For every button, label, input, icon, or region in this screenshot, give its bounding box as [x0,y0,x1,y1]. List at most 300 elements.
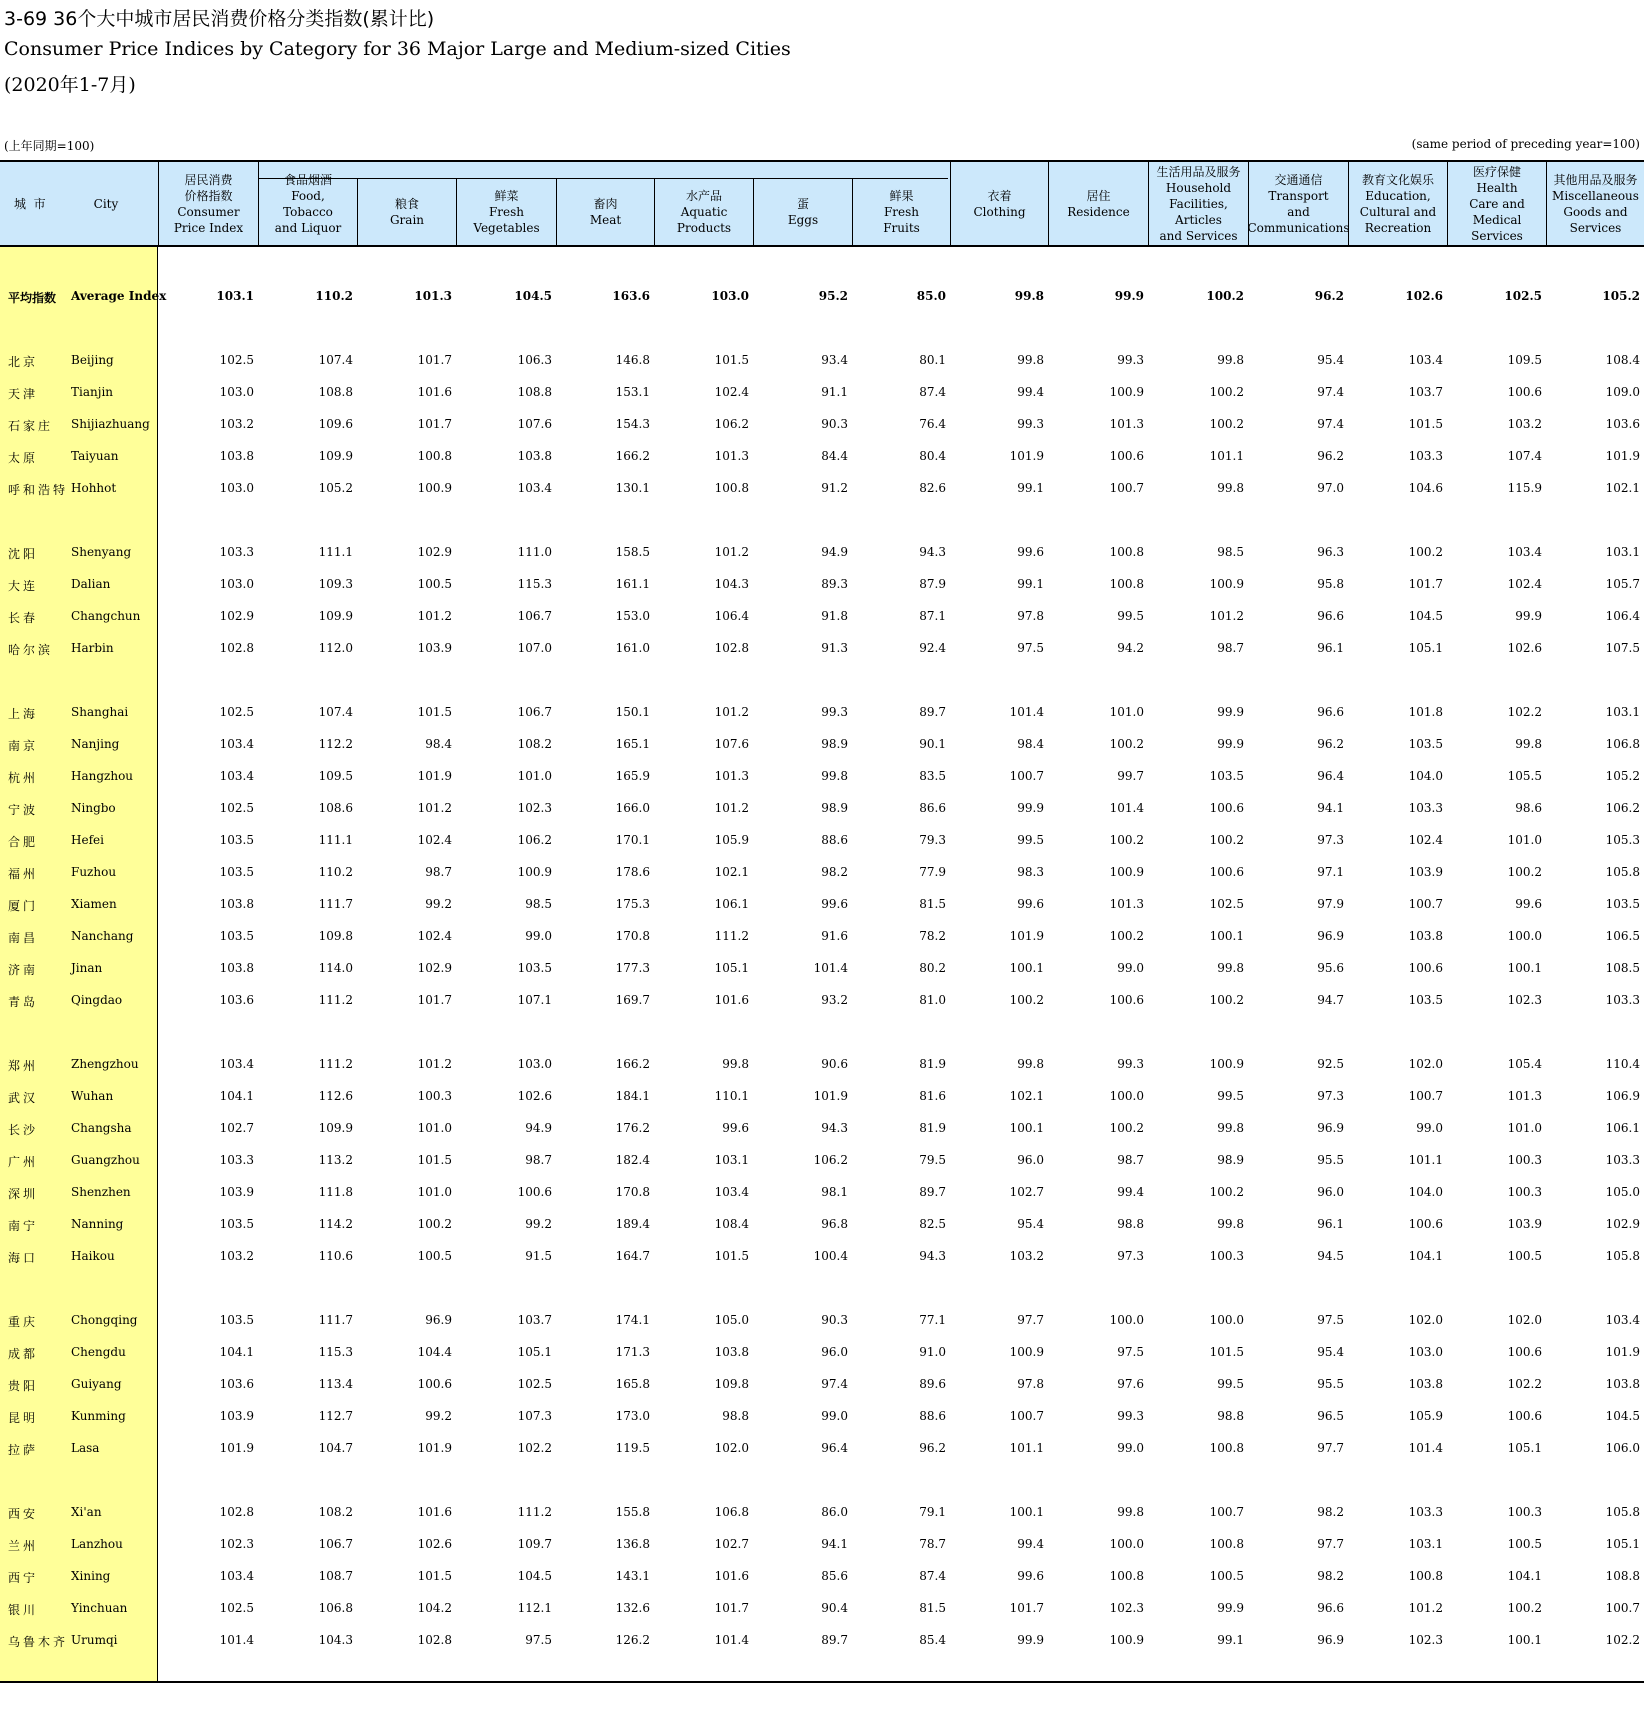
index-value: 99.6 [821,897,848,911]
column-header-line: Consumer [177,204,240,219]
index-value: 103.4 [219,737,254,751]
index-value: 103.8 [219,897,254,911]
index-value: 104.4 [417,1345,452,1359]
index-value: 107.6 [517,417,552,431]
index-value: 101.6 [417,385,452,399]
index-value: 130.1 [615,481,650,495]
index-value: 102.4 [417,929,452,943]
index-value: 97.6 [1117,1377,1144,1391]
city-name-zh: 深圳 [8,1187,39,1201]
city-name-zh: 福州 [8,867,39,881]
index-value: 98.2 [821,865,848,879]
index-value: 119.5 [615,1441,650,1455]
table-row [0,414,1644,434]
index-value: 85.6 [821,1569,848,1583]
city-name-en: Nanjing [71,737,120,751]
index-value: 97.4 [1317,385,1344,399]
index-value: 98.2 [1317,1569,1344,1583]
index-value: 112.0 [318,641,353,655]
index-value: 98.8 [1117,1217,1144,1231]
index-value: 101.5 [417,705,452,719]
index-value: 105.1 [1605,1537,1640,1551]
column-header-line: 鲜菜 [494,188,519,203]
index-value: 85.4 [919,1633,946,1647]
index-value: 99.0 [1117,1441,1144,1455]
index-value: 99.8 [1017,353,1044,367]
index-value: 94.7 [1317,993,1344,1007]
table-row [0,990,1644,1010]
index-value: 107.4 [318,353,353,367]
index-value: 95.4 [1017,1217,1044,1231]
index-value: 103.2 [219,1249,254,1263]
table-period: (2020年1-7月) [4,74,136,96]
column-header-line: 教育文化娱乐 [1361,172,1434,187]
column-header-line: Products [676,220,732,235]
city-name-en: Shenzhen [71,1185,131,1199]
index-value: 99.8 [1217,353,1244,367]
index-value: 106.7 [318,1537,353,1551]
index-value: 100.9 [1209,1057,1244,1071]
index-value: 101.2 [714,545,749,559]
index-value: 104.3 [714,577,749,591]
index-value: 104.1 [219,1345,254,1359]
index-value: 99.6 [1017,545,1044,559]
index-value: 103.7 [517,1313,552,1327]
index-value: 97.3 [1317,1089,1344,1103]
index-value: 99.0 [1416,1121,1443,1135]
index-value: 106.1 [714,897,749,911]
city-name-en: Chongqing [71,1313,138,1327]
column-header-0 [158,162,258,245]
index-value: 102.2 [1507,1377,1542,1391]
index-value: 100.0 [1109,1313,1144,1327]
index-value: 104.5 [1605,1409,1640,1423]
index-value: 100.0 [1109,1537,1144,1551]
index-value: 94.2 [1117,641,1144,655]
index-value: 104.1 [1507,1569,1542,1583]
column-header-6 [753,178,852,245]
city-name-en: Chengdu [71,1345,126,1359]
index-value: 99.9 [1017,1633,1044,1647]
city-name-zh: 郑州 [8,1059,39,1073]
index-value: 100.6 [1507,1409,1542,1423]
index-value: 126.2 [615,1633,650,1647]
index-value: 108.4 [1605,353,1640,367]
index-value: 108.8 [1605,1569,1640,1583]
index-value: 105.1 [1507,1441,1542,1455]
city-name-en: Xi'an [71,1505,102,1519]
city-name-en: Wuhan [71,1089,114,1103]
index-value: 102.6 [1507,641,1542,655]
index-value: 98.4 [425,737,452,751]
city-name-en: Nanchang [71,929,134,943]
index-value: 100.2 [1209,1185,1244,1199]
index-value: 102.8 [417,1633,452,1647]
index-value: 102.4 [1507,577,1542,591]
index-value: 111.2 [318,1057,353,1071]
index-value: 101.3 [714,449,749,463]
index-value: 101.7 [714,1601,749,1615]
index-value: 100.2 [1507,865,1542,879]
index-value: 99.3 [1117,1057,1144,1071]
city-name-en: Kunming [71,1409,126,1423]
index-value: 89.7 [919,1185,946,1199]
index-value: 108.4 [714,1217,749,1231]
index-value: 103.8 [1408,1377,1443,1391]
index-value: 101.1 [1009,1441,1044,1455]
index-value: 99.4 [1117,1185,1144,1199]
average-index-row [0,286,1644,306]
city-name-en: Harbin [71,641,114,655]
index-value: 105.2 [1602,289,1640,303]
index-value: 90.4 [821,1601,848,1615]
index-value: 90.1 [919,737,946,751]
index-value: 111.2 [714,929,749,943]
index-value: 154.3 [615,417,650,431]
index-value: 103.3 [1605,993,1640,1007]
index-value: 103.3 [1605,1153,1640,1167]
index-value: 111.7 [318,897,353,911]
table-row [0,830,1644,850]
index-value: 99.1 [1017,481,1044,495]
index-value: 158.5 [615,545,650,559]
column-header-line: Grain [389,212,425,227]
index-value: 102.9 [219,609,254,623]
index-value: 100.7 [1408,897,1443,911]
table-row [0,542,1644,562]
index-value: 108.7 [318,1569,353,1583]
column-header-7 [852,178,950,245]
index-value: 91.3 [821,641,848,655]
city-name-en: Changchun [71,609,141,623]
index-value: 97.8 [1017,1377,1044,1391]
index-value: 103.1 [1408,1537,1443,1551]
index-value: 97.1 [1317,865,1344,879]
column-header-2 [357,178,456,245]
city-name-zh: 银川 [8,1603,39,1617]
index-value: 105.2 [318,481,353,495]
index-value: 90.6 [821,1057,848,1071]
index-value: 100.6 [1408,1217,1443,1231]
index-value: 102.4 [714,385,749,399]
index-value: 102.0 [714,1441,749,1455]
food-group-header-bar [258,162,948,179]
index-value: 103.2 [1507,417,1542,431]
column-header-line: 交通通信 [1274,172,1323,187]
index-value: 103.0 [1408,1345,1443,1359]
index-value: 108.2 [517,737,552,751]
index-value: 96.2 [1314,289,1344,303]
index-value: 105.5 [1507,769,1542,783]
index-value: 97.0 [1317,481,1344,495]
index-value: 109.5 [318,769,353,783]
index-value: 97.5 [1117,1345,1144,1359]
index-value: 101.9 [219,1441,254,1455]
table-row [0,1374,1644,1394]
index-value: 100.2 [1109,1121,1144,1135]
index-value: 76.4 [919,417,946,431]
index-value: 165.8 [615,1377,650,1391]
index-value: 102.0 [1507,1313,1542,1327]
column-header-line: Cultural and [1359,204,1437,219]
index-value: 99.0 [1117,961,1144,975]
column-header-line: 价格指数 [184,188,233,203]
index-value: 109.6 [318,417,353,431]
index-value: 101.1 [1408,1153,1443,1167]
index-value: 101.2 [417,801,452,815]
index-value: 100.2 [1109,833,1144,847]
index-value: 104.0 [1408,1185,1443,1199]
index-value: 100.2 [1009,993,1044,1007]
index-value: 105.8 [1605,1505,1640,1519]
index-value: 77.1 [919,1313,946,1327]
index-value: 111.1 [318,833,353,847]
index-value: 104.3 [318,1633,353,1647]
index-value: 101.0 [417,1185,452,1199]
index-value: 109.3 [318,577,353,591]
index-value: 102.3 [1507,993,1542,1007]
city-name-en: Xining [71,1569,111,1583]
index-value: 96.9 [1317,929,1344,943]
index-value: 78.2 [919,929,946,943]
index-value: 107.6 [714,737,749,751]
index-value: 98.4 [1017,737,1044,751]
index-value: 96.2 [919,1441,946,1455]
index-value: 114.0 [318,961,353,975]
column-header-line: Miscellaneous [1552,188,1639,203]
index-value: 96.6 [1317,609,1344,623]
index-value: 100.1 [1009,1121,1044,1135]
index-value: 100.2 [1507,1601,1542,1615]
city-name-en: Ningbo [71,801,116,815]
city-name-en: Shijiazhuang [71,417,150,431]
index-value: 99.6 [1017,897,1044,911]
index-value: 96.0 [821,1345,848,1359]
index-value: 93.2 [821,993,848,1007]
index-value: 99.6 [1017,1569,1044,1583]
column-header-line: Fresh [488,204,525,219]
index-value: 99.1 [1017,577,1044,591]
index-value: 103.4 [1507,545,1542,559]
column-header-line: Education, [1365,188,1431,203]
index-value: 100.2 [1209,833,1244,847]
index-value: 103.5 [219,865,254,879]
index-value: 87.1 [919,609,946,623]
index-value: 102.1 [1009,1089,1044,1103]
index-value: 189.4 [615,1217,650,1231]
index-value: 100.2 [1206,289,1244,303]
index-value: 103.4 [219,769,254,783]
city-name-en: Shanghai [71,705,129,719]
index-value: 103.0 [219,385,254,399]
index-value: 102.3 [1109,1601,1144,1615]
index-value: 100.2 [1209,993,1244,1007]
table-row [0,350,1644,370]
index-value: 103.4 [517,481,552,495]
index-value: 101.6 [714,1569,749,1583]
index-value: 98.8 [1217,1409,1244,1423]
index-value: 99.7 [1117,769,1144,783]
index-value: 102.5 [517,1377,552,1391]
index-value: 101.9 [1605,449,1640,463]
index-value: 106.2 [1605,801,1640,815]
index-value: 103.6 [219,993,254,1007]
index-value: 100.8 [714,481,749,495]
index-value: 95.6 [1317,961,1344,975]
index-value: 170.1 [615,833,650,847]
index-value: 104.0 [1408,769,1443,783]
index-value: 103.8 [517,449,552,463]
index-value: 105.3 [1605,833,1640,847]
table-title-zh: 3-69 36个大中城市居民消费价格分类指数(累计比) [4,8,435,30]
table-row [0,862,1644,882]
index-value: 106.8 [1605,737,1640,751]
index-value: 105.0 [1605,1185,1640,1199]
index-value: 112.6 [318,1089,353,1103]
column-header-line: 鲜果 [889,188,914,203]
index-value: 91.8 [821,609,848,623]
index-value: 98.1 [821,1185,848,1199]
index-value: 106.2 [517,833,552,847]
index-value: 98.6 [1515,801,1542,815]
base-note-zh: (上年同期=100) [4,139,95,153]
index-value: 100.1 [1507,961,1542,975]
column-header-line: Price Index [173,220,244,235]
table-row [0,702,1644,722]
table-row [0,1534,1644,1554]
column-header-8 [950,162,1048,245]
index-value: 106.7 [517,609,552,623]
city-name-en: Hefei [71,833,104,847]
city-name-zh: 天津 [8,387,39,401]
index-value: 97.5 [1317,1313,1344,1327]
column-header-12 [1348,162,1447,245]
city-name-en: Lasa [71,1441,100,1455]
column-header-line: and Liquor [274,220,342,235]
index-value: 100.8 [1109,577,1144,591]
city-name-en: Xiamen [71,897,117,911]
index-value: 100.8 [1209,1441,1244,1455]
city-name-zh: 南宁 [8,1219,39,1233]
table-row [0,1182,1644,1202]
index-value: 102.9 [417,545,452,559]
index-value: 102.3 [1408,1633,1443,1647]
index-value: 106.5 [1605,929,1640,943]
index-value: 103.0 [219,481,254,495]
index-value: 104.1 [219,1089,254,1103]
city-name-en: Guangzhou [71,1153,140,1167]
city-name-en: Tianjin [71,385,114,399]
index-value: 101.4 [1408,1441,1443,1455]
index-value: 85.0 [916,289,946,303]
index-value: 100.0 [1507,929,1542,943]
city-name-zh: 拉萨 [8,1443,39,1457]
city-name-zh: 哈尔滨 [8,643,54,657]
index-value: 153.1 [615,385,650,399]
index-value: 100.0 [1109,1089,1144,1103]
index-value: 176.2 [615,1121,650,1135]
index-value: 99.8 [1117,1505,1144,1519]
index-value: 100.9 [1109,385,1144,399]
table-row [0,958,1644,978]
index-value: 98.7 [1117,1153,1144,1167]
column-header-line: Aquatic [680,204,728,219]
city-name-zh: 石家庄 [8,419,54,433]
index-value: 103.5 [517,961,552,975]
index-value: 100.0 [1209,1313,1244,1327]
city-name-zh: 北京 [8,355,39,369]
city-name-zh: 合肥 [8,835,39,849]
index-value: 165.9 [615,769,650,783]
column-header-4 [556,178,654,245]
city-name-en: Fuzhou [71,865,117,879]
column-header-line: Meat [589,212,622,227]
index-value: 177.3 [615,961,650,975]
index-value: 100.5 [417,577,452,591]
index-value: 171.3 [615,1345,650,1359]
index-value: 101.5 [714,1249,749,1263]
column-header-line: Services [1471,228,1523,243]
index-value: 103.9 [417,641,452,655]
city-name-zh: 西宁 [8,1571,39,1585]
index-value: 95.8 [1317,577,1344,591]
city-name-en: Lanzhou [71,1537,123,1551]
index-value: 100.4 [813,1249,848,1263]
index-value: 89.3 [821,577,848,591]
index-value: 100.3 [417,1089,452,1103]
index-value: 100.6 [517,1185,552,1199]
table-row [0,1150,1644,1170]
index-value: 92.4 [919,641,946,655]
index-value: 102.2 [1507,705,1542,719]
index-value: 102.4 [1408,833,1443,847]
index-value: 102.5 [1504,289,1542,303]
city-name-zh: 杭州 [8,771,39,785]
index-value: 109.9 [318,609,353,623]
index-value: 86.0 [821,1505,848,1519]
index-value: 106.1 [1605,1121,1640,1135]
column-header-line: Tobacco [283,204,333,219]
index-value: 107.0 [517,641,552,655]
index-value: 101.9 [417,769,452,783]
index-value: 81.5 [919,897,946,911]
index-value: 105.8 [1605,1249,1640,1263]
index-value: 97.4 [1317,417,1344,431]
index-value: 110.4 [1605,1057,1640,1071]
index-value: 182.4 [615,1153,650,1167]
table-row [0,1502,1644,1522]
index-value: 102.7 [1009,1185,1044,1199]
index-value: 143.1 [615,1569,650,1583]
index-value: 115.3 [517,577,552,591]
table-row [0,1310,1644,1330]
city-name-zh: 重庆 [8,1315,39,1329]
index-value: 101.3 [1507,1089,1542,1103]
index-value: 100.9 [517,865,552,879]
index-value: 101.4 [1109,801,1144,815]
table-row [0,894,1644,914]
index-value: 102.7 [714,1537,749,1551]
column-header-13 [1447,162,1546,245]
index-value: 100.3 [1507,1153,1542,1167]
index-value: 95.5 [1317,1153,1344,1167]
index-value: 115.9 [1507,481,1542,495]
index-value: 103.4 [714,1185,749,1199]
index-value: 103.3 [1408,801,1443,815]
index-value: 105.4 [1507,1057,1542,1071]
index-value: 99.8 [1217,481,1244,495]
index-value: 114.2 [318,1217,353,1231]
